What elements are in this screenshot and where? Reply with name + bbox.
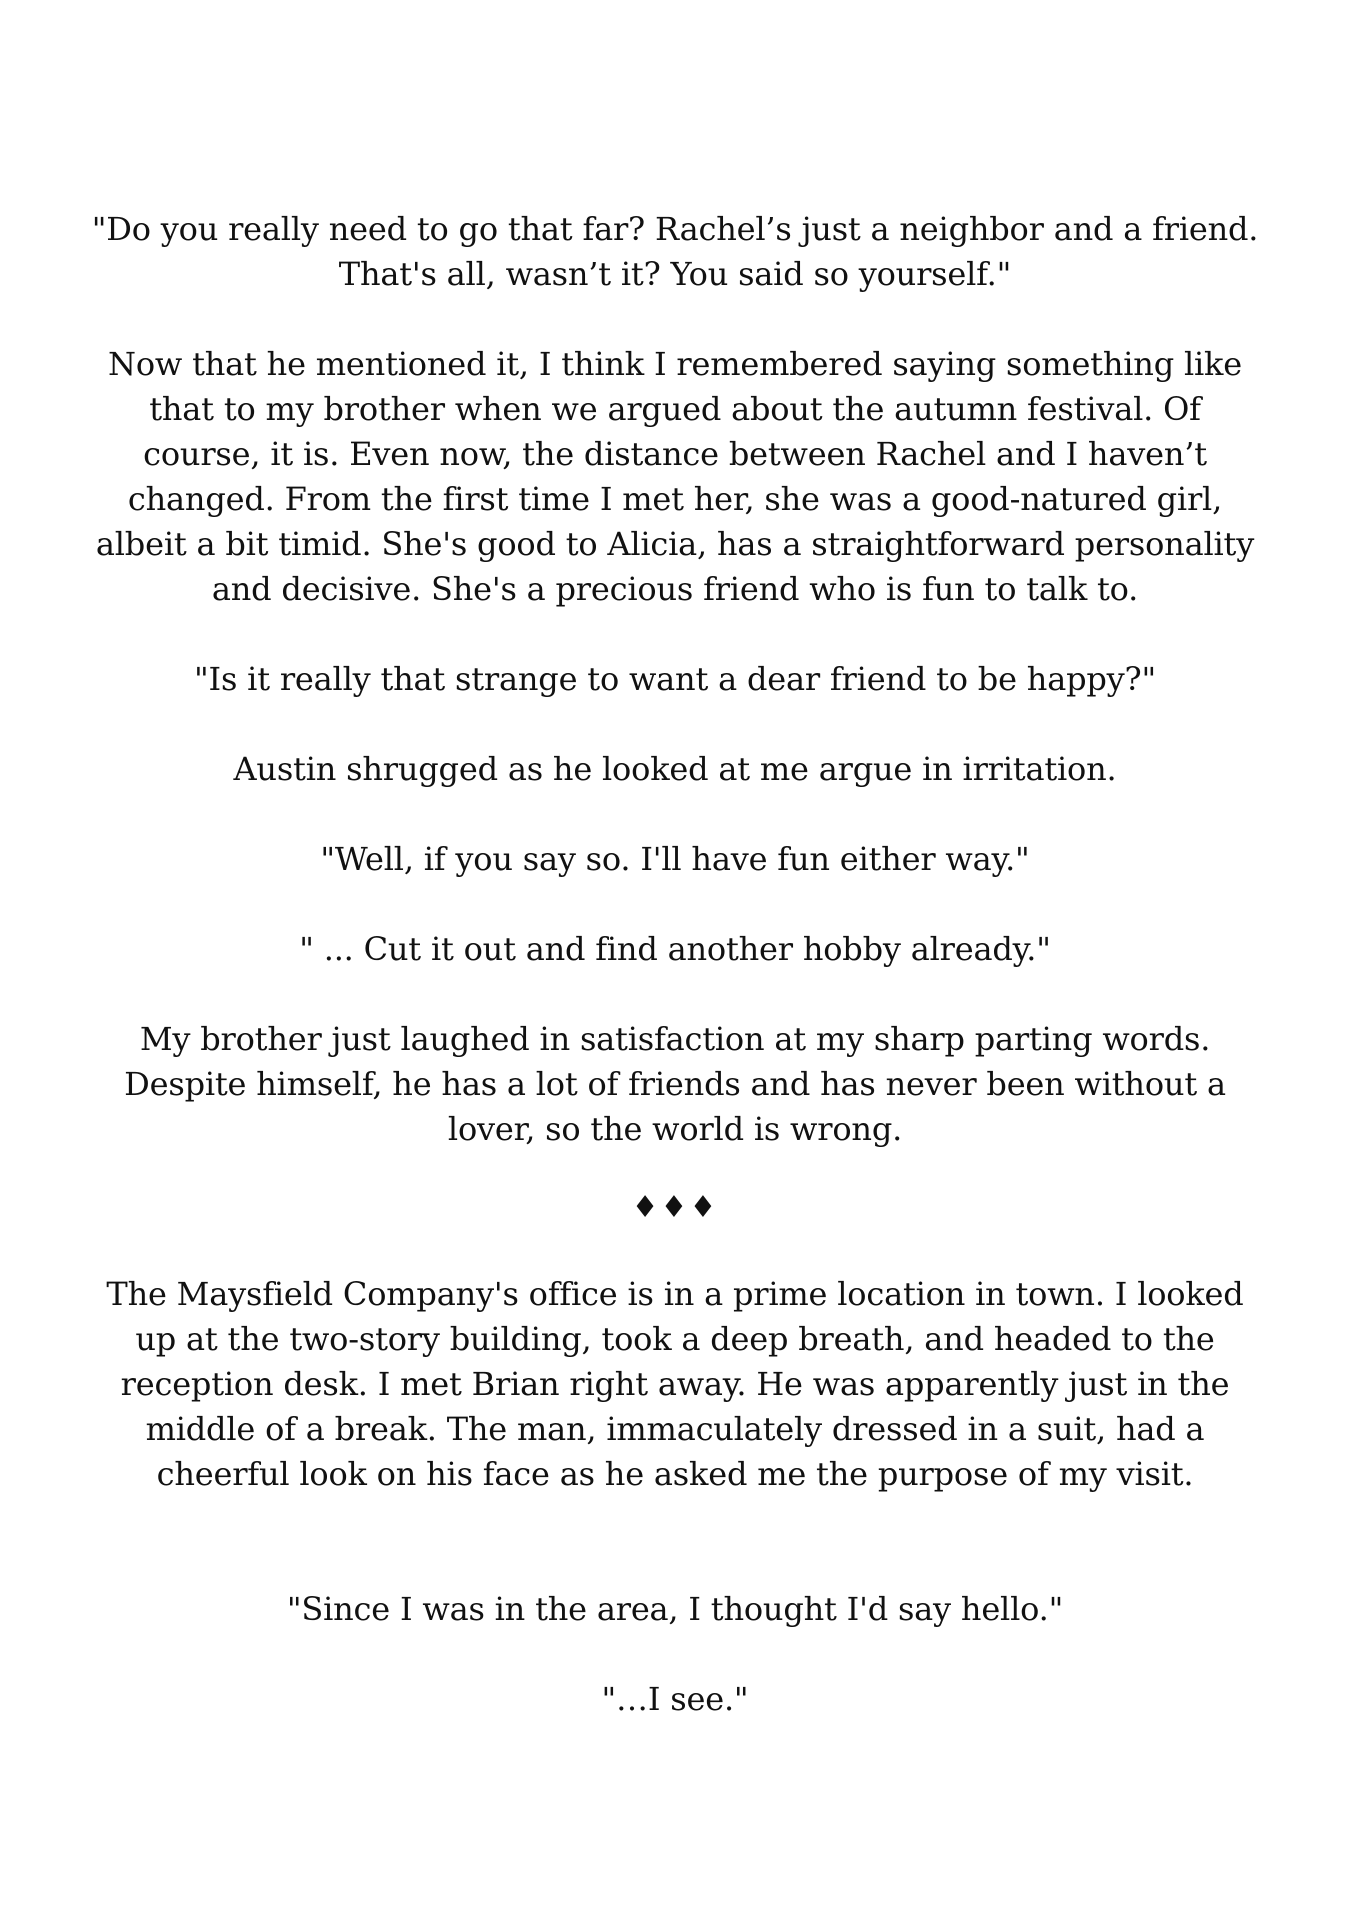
paragraph-dialogue-1: "Do you really need to go that far? Rachel’s just a neighbor and a friend. That's all, wasn’t it? You said so yourself." xyxy=(91,210,1259,293)
paragraph-dialogue-2: "Is it really that strange to want a dear friend to be happy?" xyxy=(194,660,1156,698)
paragraph-narration-3: My brother just laughed in satisfaction at my sharp parting words. Despite himself, he has a lot of friends and has never been without a lover, so the world is wrong. xyxy=(124,1020,1226,1148)
paragraph-narration-4: The Maysfield Company's office is in a prime location in town. I looked up at the two-story building, took a deep breath, and headed to the reception desk. I met Brian right away. He was apparently just in the middle of a break. The man, immaculately dressed in a suit, had a cheerful look on his face as he asked me the purpose of my visit. xyxy=(106,1275,1244,1493)
paragraph-dialogue-3: "Well, if you say so. I'll have fun either way." xyxy=(320,840,1030,878)
paragraph-dialogue-6: "…I see." xyxy=(601,1680,749,1718)
paragraph-narration-1: Now that he mentioned it, I think I remembered saying something like that to my brother when we argued about the autumn festival. Of course, it is. Even now, the distance between Rachel and I haven’t changed. From the first time I met her, she was a good-natured girl, albeit a bit timid. She's good to Alicia, has a straightforward personality and decisive. She's a precious friend who is fun to talk to. xyxy=(95,345,1255,608)
paragraph-dialogue-5: "Since I was in the area, I thought I'd say hello." xyxy=(286,1590,1064,1628)
section-divider: ♦♦♦ xyxy=(631,1190,719,1225)
paragraph-dialogue-4: " ... Cut it out and find another hobby already." xyxy=(299,930,1051,968)
paragraph-narration-2: Austin shrugged as he looked at me argue in irritation. xyxy=(233,750,1117,788)
